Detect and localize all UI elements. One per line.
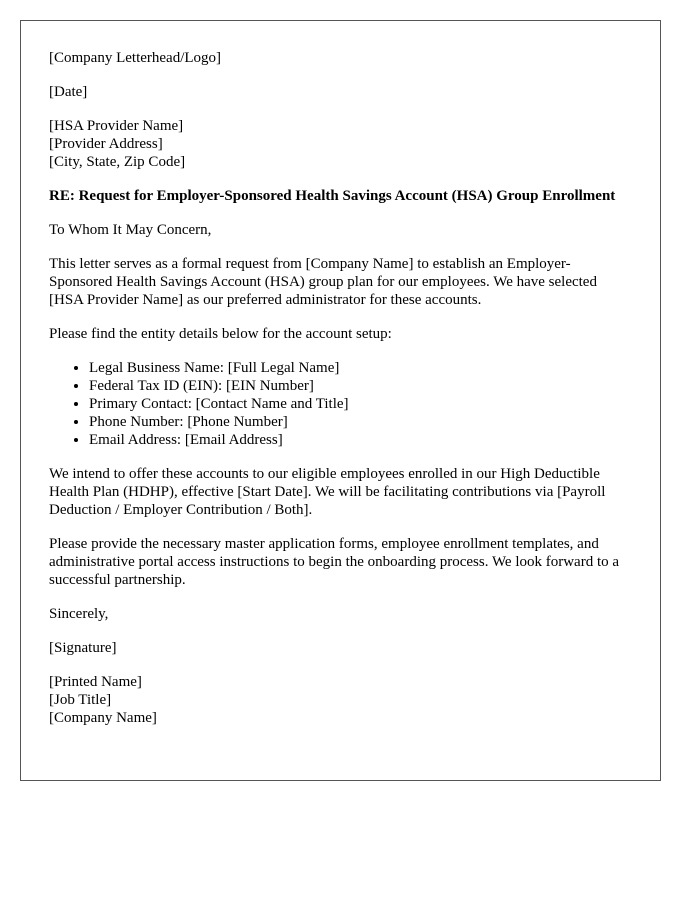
sender-block: [49, 673, 632, 727]
recipient-name: [HSA Provider Name]: [49, 118, 184, 134]
salutation: To Whom It May Concern,: [49, 222, 212, 238]
recipient-city-state-zip: [City, State, Zip Code]: [49, 154, 186, 170]
list-item: • Federal Tax ID (EIN): [EIN Number]: [89, 377, 632, 395]
details-intro: Please find the entity details below for the account setup:: [49, 326, 392, 342]
letterhead: [Company Letterhead/Logo]: [49, 50, 222, 66]
signature: [Signature]: [49, 640, 117, 656]
recipient-block: [49, 117, 632, 171]
sender-job-title: [Job Title]: [49, 692, 112, 708]
closing: Sincerely,: [49, 606, 109, 622]
intro-paragraph: This letter serves as a formal request from [Company Name] to establish an Employer-Sponsored Health Savings Account (HSA) group plan for our employees. We have selected [HSA Provider Name] as our preferred administrator for these accounts.: [49, 256, 597, 308]
recipient-address: [Provider Address]: [49, 136, 163, 152]
sender-company-name: [Company Name]: [49, 710, 157, 726]
subject-line: RE: Request for Employer-Sponsored Health Savings Account (HSA) Group Enrollment: [49, 188, 616, 204]
request-paragraph: Please provide the necessary master application forms, employee enrollment templates, and administrative portal access instructions to begin the onboarding process. We look forward to a successful partnership.: [49, 536, 620, 588]
sender-printed-name: [Printed Name]: [49, 674, 142, 690]
list-item: • Legal Business Name: [Full Legal Name]: [89, 359, 632, 377]
entity-details-list: [49, 359, 632, 449]
intent-paragraph: We intend to offer these accounts to our eligible employees enrolled in our High Deductible Health Plan (HDHP), effective [Start Date]. We will be facilitating contributions via [Payroll Deduction / Employer Contribution / Both].: [49, 466, 606, 518]
list-item: • Phone Number: [Phone Number]: [89, 413, 632, 431]
letter-document: [20, 20, 661, 781]
list-item: • Email Address: [Email Address]: [89, 431, 632, 449]
list-item: • Primary Contact: [Contact Name and Title]: [89, 395, 632, 413]
letter-date: [Date]: [49, 84, 88, 100]
